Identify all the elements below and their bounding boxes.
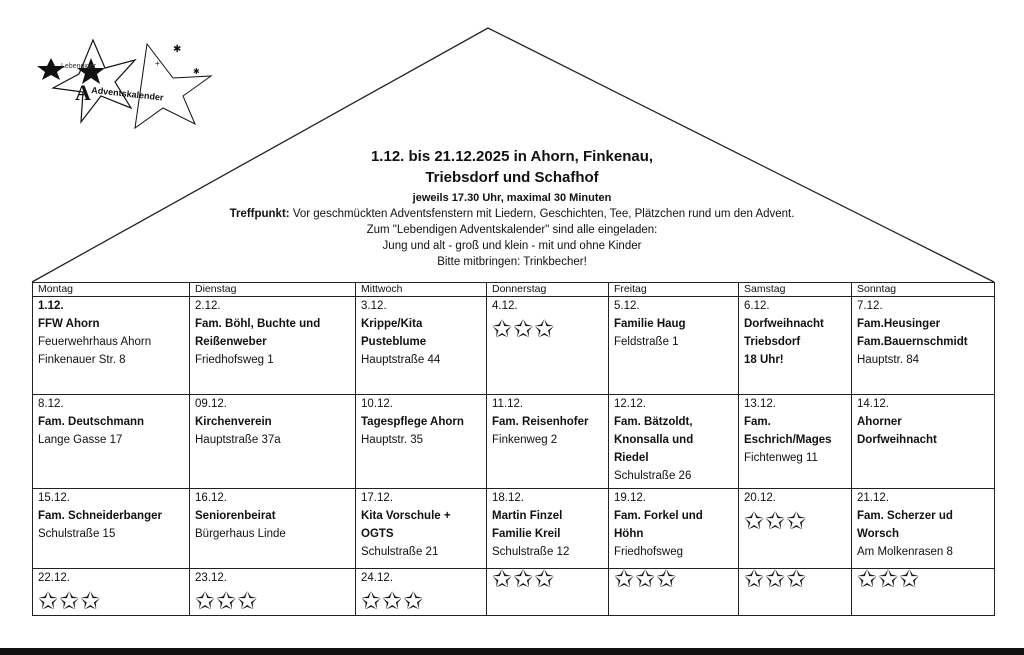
calendar-day-cell bbox=[487, 489, 609, 569]
host-name: Fam.Bauernschmidt bbox=[857, 336, 968, 348]
host-name: Tagespflege Ahorn bbox=[361, 416, 464, 428]
host-name: Knonsalla und bbox=[614, 434, 694, 446]
host-name: 18 Uhr! bbox=[744, 354, 784, 366]
host-address: Schulstraße 21 bbox=[361, 546, 439, 558]
weekday-header: Freitag bbox=[609, 283, 739, 297]
host-name: Fam. Reisenhofer bbox=[492, 416, 589, 428]
calendar-day-cell bbox=[739, 297, 852, 395]
weekday-header-row bbox=[33, 283, 995, 297]
day-date: 4.12. bbox=[492, 300, 518, 312]
host-name: Fam. bbox=[744, 416, 771, 428]
calendar-day-cell bbox=[852, 297, 995, 395]
calendar-day-cell bbox=[33, 395, 190, 489]
day-date: 23.12. bbox=[195, 572, 227, 584]
star-icons: ✩✩✩ bbox=[195, 588, 259, 615]
host-name: Reißenweber bbox=[195, 336, 267, 348]
day-date: 13.12. bbox=[744, 398, 776, 410]
host-name: Dorfweihnacht bbox=[857, 434, 937, 446]
star-icons: ✩✩✩ bbox=[361, 588, 425, 615]
meeting-label: Treffpunkt: bbox=[229, 208, 290, 220]
host-name: Fam. Deutschmann bbox=[38, 416, 145, 428]
time-info: jeweils 17.30 Uhr, maximal 30 Minuten bbox=[412, 192, 612, 204]
host-name: Fam. Forkel und bbox=[614, 510, 703, 522]
logo-text: Adventskalender bbox=[90, 85, 164, 103]
host-address: Hauptstr. 35 bbox=[361, 434, 424, 446]
day-date: 1.12. bbox=[38, 300, 64, 312]
calendar-day-cell bbox=[356, 297, 487, 395]
day-date: 2.12. bbox=[195, 300, 221, 312]
calendar-day-cell bbox=[356, 489, 487, 569]
host-name: Fam. Schneiderbanger bbox=[38, 510, 162, 522]
day-date: 17.12. bbox=[361, 492, 393, 504]
host-name: Kirchenverein bbox=[195, 416, 272, 428]
calendar-week-row bbox=[33, 489, 995, 569]
host-address: Finkenweg 2 bbox=[492, 434, 558, 446]
host-address: Schulstraße 26 bbox=[614, 470, 692, 482]
day-date: 22.12. bbox=[38, 572, 70, 584]
calendar-week-row bbox=[33, 297, 995, 395]
weekday-header: Sonntag bbox=[852, 283, 995, 297]
svg-text:✱: ✱ bbox=[193, 67, 200, 76]
day-date: 15.12. bbox=[38, 492, 70, 504]
host-address: Bürgerhaus Linde bbox=[195, 528, 286, 540]
host-name: Seniorenbeirat bbox=[195, 510, 276, 522]
calendar-week-row bbox=[33, 569, 995, 616]
calendar-day-cell bbox=[190, 395, 356, 489]
day-date: 3.12. bbox=[361, 300, 387, 312]
host-name: Worsch bbox=[857, 528, 899, 540]
day-date: 18.12. bbox=[492, 492, 524, 504]
host-name: Dorfweihnacht bbox=[744, 318, 824, 330]
host-address: Am Molkenrasen 8 bbox=[857, 546, 953, 558]
host-name: Familie Kreil bbox=[492, 528, 561, 540]
svg-text:A: A bbox=[75, 80, 91, 105]
host-name: Eschrich/Mages bbox=[744, 434, 832, 446]
calendar-day-cell bbox=[852, 395, 995, 489]
host-name: Familie Haug bbox=[614, 318, 686, 330]
day-date: 19.12. bbox=[614, 492, 646, 504]
day-date: 20.12. bbox=[744, 492, 776, 504]
calendar-header bbox=[150, 146, 874, 270]
host-address: Friedhofsweg 1 bbox=[195, 354, 274, 366]
bottom-edge bbox=[0, 648, 1024, 655]
weekday-header: Montag bbox=[33, 283, 190, 297]
calendar-day-cell bbox=[190, 297, 356, 395]
calendar-day-cell bbox=[487, 297, 609, 395]
host-address: Feuerwehrhaus Ahorn bbox=[38, 336, 152, 348]
calendar-day-cell bbox=[487, 566, 609, 616]
calendar-day-cell bbox=[33, 489, 190, 569]
calendar-day-cell bbox=[356, 395, 487, 489]
day-date: 24.12. bbox=[361, 572, 393, 584]
adventskalender-logo bbox=[35, 38, 215, 133]
calendar-day-cell bbox=[739, 566, 852, 616]
host-address: Hauptstr. 84 bbox=[857, 354, 920, 366]
calendar-table bbox=[32, 282, 995, 616]
host-name: Krippe/Kita bbox=[361, 318, 423, 330]
host-name: Fam. Böhl, Buchte und bbox=[195, 318, 321, 330]
star-icons: ✩✩✩ bbox=[744, 566, 808, 593]
host-address: Hauptstraße 37a bbox=[195, 434, 281, 446]
meeting-text: Vor geschmückten Adventsfenstern mit Liedern, Geschichten, Tee, Plätzchen rund um den Advent. bbox=[292, 208, 795, 220]
calendar-day-cell bbox=[609, 566, 739, 616]
star-icons: ✩✩✩ bbox=[492, 316, 556, 343]
weekday-header: Dienstag bbox=[190, 283, 356, 297]
host-address: Lange Gasse 17 bbox=[38, 434, 123, 446]
day-date: 16.12. bbox=[195, 492, 227, 504]
day-date: 6.12. bbox=[744, 300, 770, 312]
host-name: Ahorner bbox=[857, 416, 902, 428]
calendar-day-cell bbox=[487, 395, 609, 489]
calendar-week-row bbox=[33, 395, 995, 489]
day-date: 5.12. bbox=[614, 300, 640, 312]
calendar-day-cell bbox=[190, 569, 356, 616]
star-icons: ✩✩✩ bbox=[492, 566, 556, 593]
host-address: Feldstraße 1 bbox=[614, 336, 679, 348]
host-name: Kita Vorschule + bbox=[361, 510, 451, 522]
bring-text: Bitte mitbringen: Trinkbecher! bbox=[437, 256, 587, 268]
host-address: Fichtenweg 11 bbox=[744, 452, 818, 464]
calendar-day-cell bbox=[609, 395, 739, 489]
host-name: Höhn bbox=[614, 528, 644, 540]
host-name: Martin Finzel bbox=[492, 510, 563, 522]
star-icons: ✩✩✩ bbox=[38, 588, 102, 615]
star-icons: ✩✩✩ bbox=[744, 508, 808, 535]
star-icons: ✩✩✩ bbox=[614, 566, 678, 593]
svg-text:+: + bbox=[155, 59, 160, 68]
calendar-day-cell bbox=[852, 566, 995, 616]
host-name: OGTS bbox=[361, 528, 394, 540]
day-date: 12.12. bbox=[614, 398, 646, 410]
calendar-day-cell bbox=[33, 569, 190, 616]
host-name: FFW Ahorn bbox=[38, 318, 100, 330]
host-name: Fam. Bätzoldt, bbox=[614, 416, 693, 428]
host-name: Riedel bbox=[614, 452, 649, 464]
day-date: 09.12. bbox=[195, 398, 227, 410]
day-date: 11.12. bbox=[492, 398, 524, 410]
host-address: Finkenauer Str. 8 bbox=[38, 354, 126, 366]
invite-text: Zum "Lebendigen Adventskalender" sind alle eingeladen: bbox=[366, 224, 658, 236]
weekday-header: Samstag bbox=[739, 283, 852, 297]
meeting-info bbox=[150, 206, 874, 222]
calendar-day-cell bbox=[33, 297, 190, 395]
title-line-2: Triebsdorf und Schafhof bbox=[425, 169, 599, 186]
host-name: Triebsdorf bbox=[744, 336, 801, 348]
calendar-day-cell bbox=[739, 489, 852, 569]
day-date: 8.12. bbox=[38, 398, 64, 410]
calendar-day-cell bbox=[190, 489, 356, 569]
calendar-day-cell bbox=[609, 297, 739, 395]
calendar-day-cell bbox=[609, 489, 739, 569]
calendar-day-cell bbox=[852, 489, 995, 569]
host-address: Schulstraße 12 bbox=[492, 546, 570, 558]
star-icons: ✩✩✩ bbox=[857, 566, 921, 593]
day-date: 10.12. bbox=[361, 398, 393, 410]
day-date: 7.12. bbox=[857, 300, 883, 312]
calendar-day-cell bbox=[356, 569, 487, 616]
host-address: Schulstraße 15 bbox=[38, 528, 116, 540]
calendar-day-cell bbox=[739, 395, 852, 489]
host-address: Hauptstraße 44 bbox=[361, 354, 441, 366]
day-date: 14.12. bbox=[857, 398, 889, 410]
calendar-body bbox=[33, 297, 995, 616]
host-name: Fam.Heusinger bbox=[857, 318, 941, 330]
weekday-header: Donnerstag bbox=[487, 283, 609, 297]
host-address: Friedhofsweg bbox=[614, 546, 684, 558]
logo-prefix: Lebendiger bbox=[61, 63, 97, 70]
weekday-header: Mittwoch bbox=[356, 283, 487, 297]
svg-text:✱: ✱ bbox=[173, 44, 182, 55]
title-line-1: 1.12. bis 21.12.2025 in Ahorn, Finkenau, bbox=[370, 148, 654, 165]
audience-text: Jung und alt - groß und klein - mit und ohne Kinder bbox=[382, 240, 642, 252]
host-name: Pusteblume bbox=[361, 336, 427, 348]
day-date: 21.12. bbox=[857, 492, 889, 504]
host-name: Fam. Scherzer ud bbox=[857, 510, 953, 522]
